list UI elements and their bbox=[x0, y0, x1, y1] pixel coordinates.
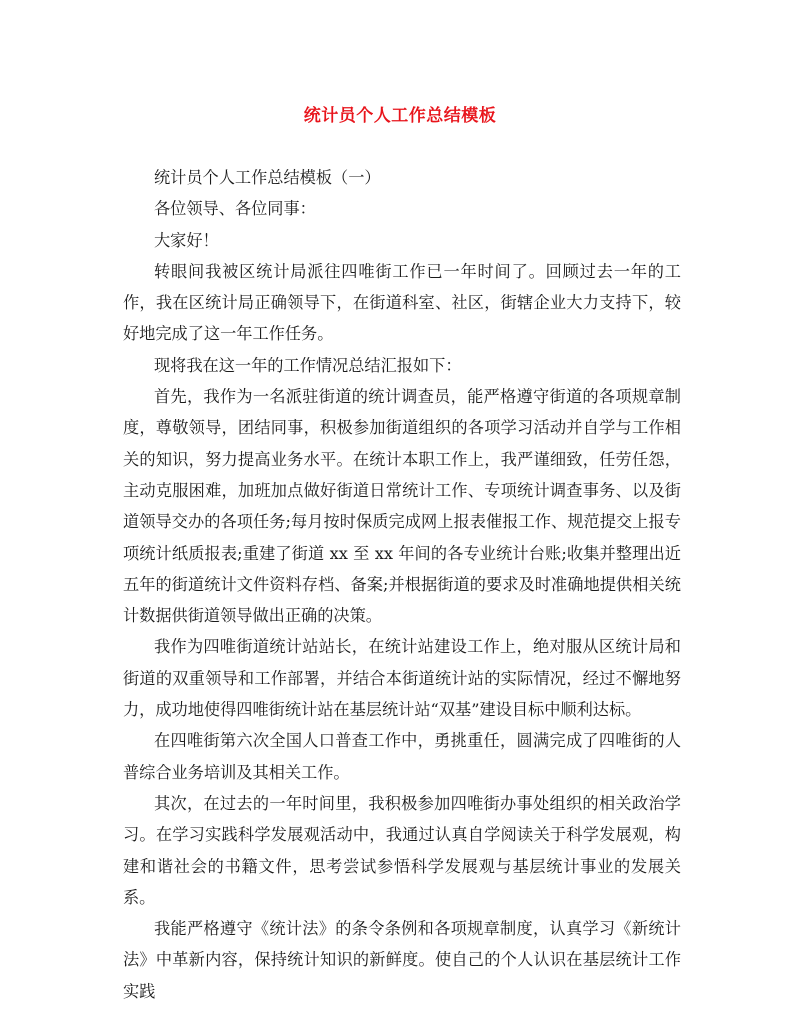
paragraph-report-lead: 现将我在这一年的工作情况总结汇报如下： bbox=[154, 355, 462, 375]
paragraph-station: 我作为四唯街道统计站站长，在统计站建设工作上，绝对服从区统计局和街道的双重领导和工作部署，并结合本街道统计站的实际情况，经过不懈地努力，成功地使得四唯街统计站在基层统计站“双基”建设目标中顺利达标。 bbox=[123, 637, 681, 720]
paragraph-statistics-law: 我能严格遵守《统计法》的条令条例和各项规章制度，认真学习《新统计法》中革新内容，保持统计知识的新鲜度。使自己的个人认识在基层统计工作实践 bbox=[123, 919, 681, 1001]
paragraph-census: 在四唯街第六次全国人口普查工作中，勇挑重任，圆满完成了四唯街的人普综合业务培训及其相关工作。 bbox=[123, 731, 681, 782]
paragraph-second: 其次，在过去的一年时间里，我积极参加四唯街办事处组织的相关政治学习。在学习实践科学发展观活动中，我通过认真自学阅读关于科学发展观，构建和谐社会的书籍文件，思考尝试参悟科学发展观与基层统计事业的发展关系。 bbox=[123, 793, 681, 907]
document-title: 统计员个人工作总结模板 bbox=[303, 106, 497, 126]
paragraph-heading: 统计员个人工作总结模板（一） bbox=[154, 168, 381, 187]
paragraph-greeting: 大家好！ bbox=[154, 230, 219, 250]
paragraph-intro: 转眼间我被区统计局派往四唯街工作已一年时间了。回顾过去一年的工作，我在区统计局正确领导下，在街道科室、社区，街辖企业大力支持下，较好地完成了这一年工作任务。 bbox=[123, 261, 681, 344]
paragraph-salutation: 各位领导、各位同事： bbox=[154, 199, 316, 219]
paragraph-first: 首先，我作为一名派驻街道的统计调查员，能严格遵守街道的各项规章制度，尊敬领导，团结同事，积极参加街道组织的各项学习活动并自学与工作相关的知识，努力提高业务水平。在统计本职工作上，我严谨细致，任劳任怨，主动克服困难，加班加点做好街道日常统计工作、专项统计调查事务、以及街道领导交办的各项任务;每月按时保质完成网上报表催报工作、规范提交上报专项统计纸质报表;重建了街道 xx 至 xx 年间的各专业统计台账;收集并整理出近五年的街道统计文件资料存档、备案;并根据街道的要求及时准确地提供相关统计数据供街道领导做出正确的决策。 bbox=[123, 387, 681, 626]
document-body bbox=[123, 162, 681, 1007]
